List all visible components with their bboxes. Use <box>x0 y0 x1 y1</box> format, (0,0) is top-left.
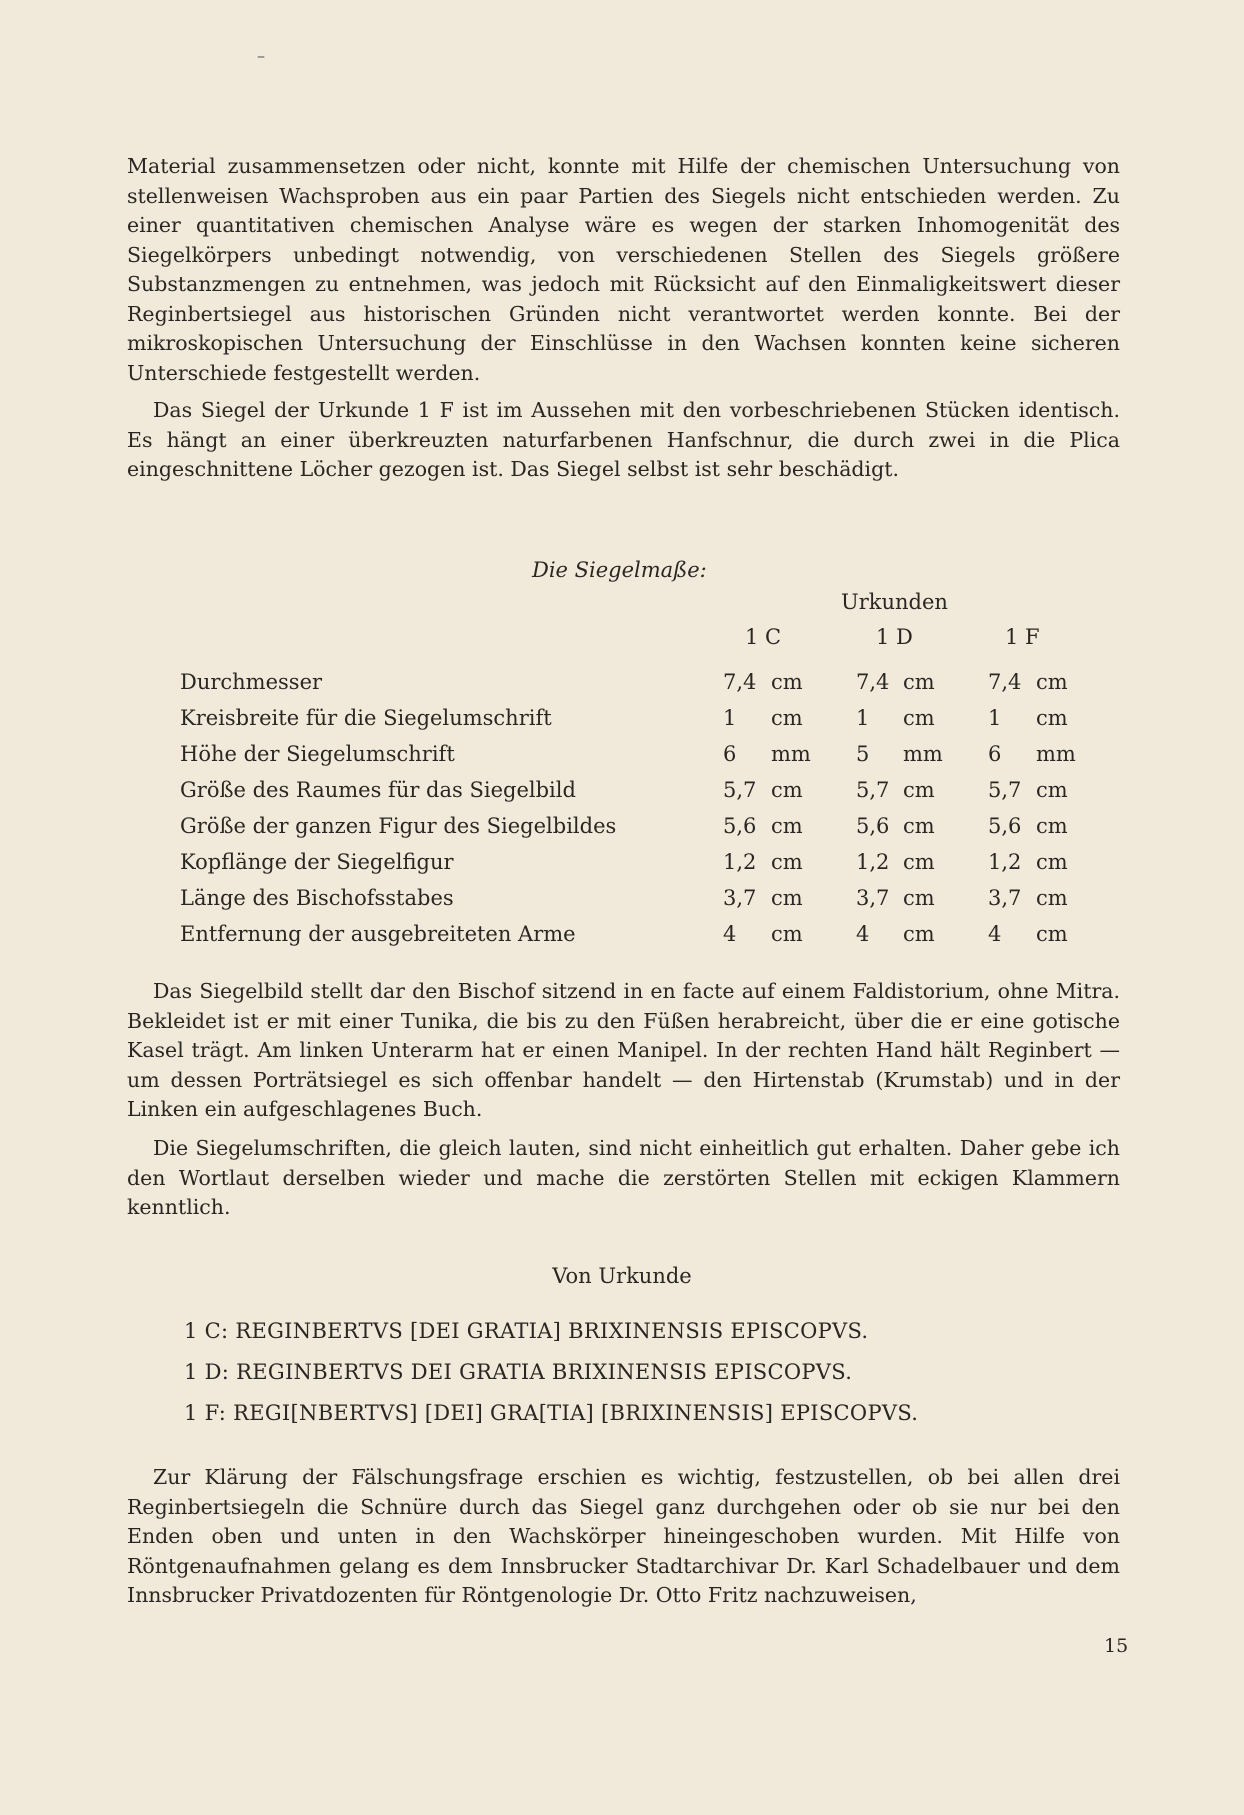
table-cell-value-c: 4 <box>723 922 737 946</box>
table-cell-unit-d: cm <box>903 778 935 802</box>
table-cell-value-c: 3,7 <box>723 886 757 910</box>
table-cell-unit-f: cm <box>1036 922 1068 946</box>
table-row-label: Entfernung der ausgebreiteten Arme <box>180 922 576 946</box>
paragraph-seal-image: Das Siegelbild stellt dar den Bischof sitzend in en facte auf einem Faldistorium, ohne Mitra. Bekleidet ist er mit einer Tunika, die bis zu den Füßen herabreicht, über die er eine gotische Kasel trägt. Am linken Unterarm hat er einen Manipel. In der rechten Hand hält Reginbert — um dessen Porträtsiegel es sich offenbar handelt — den Hirtenstab (Krumstab) und in der Linken ein aufgeschlagenes Buch. <box>127 979 1120 1121</box>
table-row-label: Länge des Bischofsstabes <box>180 886 454 910</box>
legend-line-1c: 1 C: REGINBERTVS [DEI GRATIA] BRIXINENSIS EPISCOPVS. <box>184 1319 869 1343</box>
table-cell-unit-c: cm <box>771 886 803 910</box>
legend-line-1d: 1 D: REGINBERTVS DEI GRATIA BRIXINENSIS EPISCOPVS. <box>184 1360 853 1384</box>
legends-heading: Von Urkunde <box>552 1264 692 1288</box>
table-cell-unit-c: cm <box>771 850 803 874</box>
table-row-label: Kopflänge der Siegelfigur <box>180 850 454 874</box>
table-cell-unit-f: cm <box>1036 886 1068 910</box>
table-cell-unit-f: cm <box>1036 778 1068 802</box>
table-cell-unit-d: cm <box>903 706 935 730</box>
table-cell-unit-d: cm <box>903 850 935 874</box>
table-cell-unit-c: cm <box>771 706 803 730</box>
legend-line-1f: 1 F: REGI[NBERTVS] [DEI] GRA[TIA] [BRIXINENSIS] EPISCOPVS. <box>184 1401 919 1425</box>
table-cell-value-f: 6 <box>988 742 1002 766</box>
table-cell-value-d: 1,2 <box>856 850 890 874</box>
table-cell-value-c: 7,4 <box>723 670 757 694</box>
table-cell-value-c: 5,7 <box>723 778 757 802</box>
page-mark: – <box>257 46 265 65</box>
table-cell-unit-d: cm <box>903 886 935 910</box>
table-cell-unit-c: mm <box>771 742 811 766</box>
table-cell-value-d: 5 <box>856 742 870 766</box>
table-row-label: Höhe der Siegelumschrift <box>180 742 455 766</box>
table-cell-value-f: 5,6 <box>988 814 1022 838</box>
table-cell-value-f: 4 <box>988 922 1002 946</box>
table-cell-unit-c: cm <box>771 814 803 838</box>
table-cell-unit-d: cm <box>903 922 935 946</box>
table-cell-value-f: 7,4 <box>988 670 1022 694</box>
paragraph-forgery-question: Zur Klärung der Fälschungsfrage erschien es wichtig, festzustellen, ob bei allen drei Reginbertsiegeln die Schnüre durch das Siegel ganz durchgehen oder ob sie nur bei den Enden oben und unten in den Wachskörper hineingeschoben wurden. Mit Hilfe von Röntgenaufnahmen gelang es dem Innsbrucker Stadtarchivar Dr. Karl Schadelbauer und dem Innsbrucker Privatdozenten für Röntgenologie Dr. Otto Fritz nachzuweisen, <box>127 1465 1120 1607</box>
table-cell-unit-f: cm <box>1036 814 1068 838</box>
table-cell-unit-f: cm <box>1036 670 1068 694</box>
table-row-label: Größe des Raumes für das Siegelbild <box>180 778 576 802</box>
table-cell-value-f: 5,7 <box>988 778 1022 802</box>
table-cell-value-c: 1,2 <box>723 850 757 874</box>
page-number: 15 <box>1104 1635 1129 1657</box>
table-cell-unit-d: cm <box>903 814 935 838</box>
column-header-1f: 1 F <box>1005 625 1040 649</box>
column-header-1c: 1 C <box>745 625 782 649</box>
table-cell-unit-f: mm <box>1036 742 1076 766</box>
table-cell-unit-c: cm <box>771 922 803 946</box>
table-cell-value-d: 3,7 <box>856 886 890 910</box>
table-cell-value-d: 5,6 <box>856 814 890 838</box>
table-cell-value-c: 6 <box>723 742 737 766</box>
paragraph-wax-analysis: Material zusammensetzen oder nicht, konnte mit Hilfe der chemischen Untersuchung von stellenweisen Wachsproben aus ein paar Partien des Siegels nicht entschieden werden. Zu einer quantitativen chemischen Analyse wäre es wegen der starken Inhomogenität des Siegelkörpers unbedingt notwendig, von verschiedenen Stellen des Siegels größere Substanzmengen zu entnehmen, was jedoch mit Rücksicht auf den Einmaligkeitswert dieser Reginbertsiegel aus historischen Gründen nicht verantwortet werden konnte. Bei der mikroskopischen Untersuchung der Einschlüsse in den Wachsen konnten keine sicheren Unterschiede festgestellt werden. <box>127 154 1120 385</box>
table-cell-value-f: 1,2 <box>988 850 1022 874</box>
table-cell-unit-f: cm <box>1036 850 1068 874</box>
table-cell-unit-d: cm <box>903 670 935 694</box>
table-cell-unit-c: cm <box>771 778 803 802</box>
paragraph-seal-legends: Die Siegelumschriften, die gleich lauten, sind nicht einheitlich gut erhalten. Daher gebe ich den Wortlaut derselben wieder und mache die zerstörten Stellen mit eckigen Klammern kenntlich. <box>127 1136 1120 1219</box>
table-cell-value-d: 1 <box>856 706 870 730</box>
table-cell-value-f: 1 <box>988 706 1002 730</box>
column-header-1d: 1 D <box>876 625 913 649</box>
table-cell-unit-c: cm <box>771 670 803 694</box>
table-title: Die Siegelmaße: <box>532 558 707 582</box>
table-cell-value-f: 3,7 <box>988 886 1022 910</box>
table-row-label: Durchmesser <box>180 670 323 694</box>
table-row-label: Größe der ganzen Figur des Siegelbildes <box>180 814 617 838</box>
paragraph-seal-1f: Das Siegel der Urkunde 1 F ist im Aussehen mit den vorbeschriebenen Stücken identisch. Es hängt an einer überkreuzten naturfarbenen Hanfschnur, die durch zwei in die Plica eingeschnittene Löcher gezogen ist. Das Siegel selbst ist sehr beschädigt. <box>127 398 1120 481</box>
table-cell-value-d: 5,7 <box>856 778 890 802</box>
table-group-header: Urkunden <box>841 590 948 614</box>
table-row-label: Kreisbreite für die Siegelumschrift <box>180 706 552 730</box>
table-cell-value-c: 5,6 <box>723 814 757 838</box>
table-cell-unit-d: mm <box>903 742 943 766</box>
table-cell-value-d: 4 <box>856 922 870 946</box>
table-cell-unit-f: cm <box>1036 706 1068 730</box>
table-cell-value-c: 1 <box>723 706 737 730</box>
table-cell-value-d: 7,4 <box>856 670 890 694</box>
